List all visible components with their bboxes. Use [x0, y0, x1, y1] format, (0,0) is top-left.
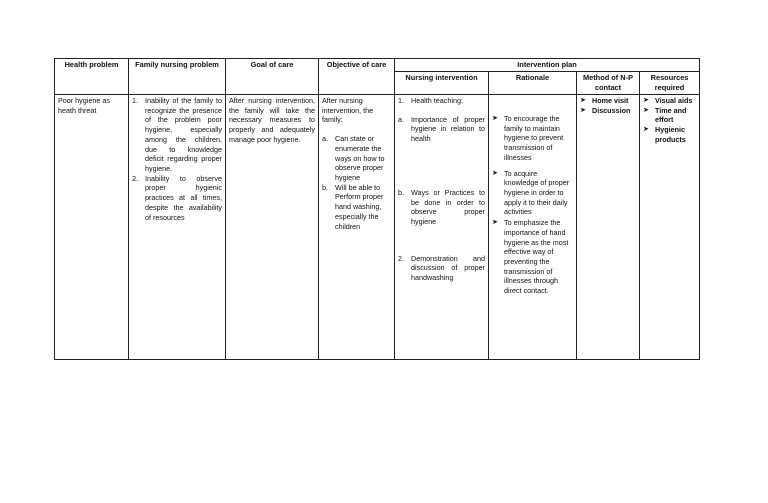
cell-goal-of-care — [226, 94, 319, 359]
header-goal-of-care: Goal of care — [226, 59, 319, 95]
family-problem-item — [132, 174, 222, 223]
arrow-bullet-icon: ➤ — [643, 106, 649, 114]
list-marker: b. — [398, 187, 404, 197]
resource-item — [643, 96, 696, 106]
objective-intro-text: After nursing intervention, the family: — [322, 95, 374, 125]
arrow-bullet-icon: ➤ — [643, 96, 649, 104]
objective-text: Will be able to Perform proper hand washing, especially the children — [335, 182, 384, 231]
arrow-bullet-icon: ➤ — [580, 96, 586, 104]
list-marker: 1. — [132, 95, 138, 105]
list-marker: b. — [322, 182, 328, 192]
method-item — [580, 96, 636, 106]
cell-family-nursing-problem — [129, 94, 226, 359]
objective-text: Can state or enumerate the ways on how to observe proper hygiene — [335, 134, 385, 182]
resource-item — [643, 106, 696, 125]
arrow-bullet-icon: ➤ — [643, 126, 649, 134]
arrow-bullet-icon: ➤ — [580, 106, 586, 114]
cell-method-of-contact — [577, 94, 640, 359]
list-marker: 1. — [398, 95, 404, 105]
header-row-1 — [55, 59, 700, 72]
objective-item — [322, 183, 391, 232]
cell-resources-required — [640, 94, 700, 359]
arrow-bullet-icon: ➤ — [492, 114, 498, 122]
intervention-item — [398, 188, 485, 227]
header-rationale: Rationale — [489, 71, 577, 94]
cell-rationale — [489, 94, 577, 359]
rationale-item — [492, 218, 573, 296]
rationale-text: To emphasize the importance of hand hygiene as the most effective way of preventing the transmission of illnesses through direct contact. — [504, 218, 569, 296]
resource-item — [643, 125, 696, 144]
list-marker: a. — [322, 134, 328, 144]
arrow-bullet-icon: ➤ — [492, 169, 498, 177]
goal-of-care-text: After nursing intervention, the family will take the necessary measures to properly and adequately manage poor hygiene. — [229, 95, 315, 144]
resource-text: Time and effort — [655, 105, 687, 125]
intervention-item — [398, 254, 485, 283]
family-problem-text: Inability of the family to recognize the presence of the problem poor hygiene, especially among the children, due to knowledge deficit regarding proper hygiene. — [145, 95, 222, 173]
rationale-item — [492, 169, 573, 218]
cell-nursing-intervention — [395, 94, 489, 359]
rationale-text: To acquire knowledge of proper hygiene in order to apply it to their daily activities — [504, 168, 570, 217]
list-marker: a. — [398, 114, 404, 124]
arrow-bullet-icon: ➤ — [492, 219, 498, 227]
header-family-nursing-problem: Family nursing problem — [129, 59, 226, 95]
header-objective-of-care: Objective of care — [319, 59, 395, 95]
header-resources-required: Resources required — [640, 71, 700, 94]
header-nursing-intervention: Nursing intervention — [395, 71, 489, 94]
header-intervention-plan: Intervention plan — [395, 59, 700, 72]
header-method-of-contact: Method of N-P contact — [577, 71, 640, 94]
header-health-problem: Health problem — [55, 59, 129, 95]
intervention-heading-text: Health teaching: — [411, 95, 463, 105]
objective-item — [322, 134, 391, 183]
care-plan-row — [55, 94, 700, 359]
family-problem-item — [132, 96, 222, 174]
intervention-text: Importance of proper hygiene in relation to health — [411, 114, 485, 144]
resource-text: Visual aids — [655, 95, 693, 105]
rationale-item — [492, 114, 573, 163]
intervention-heading — [398, 96, 485, 106]
intervention-text: Ways or Practices to be done in order to observe proper hygiene — [411, 187, 485, 226]
health-problem-text: Poor hygiene as heath threat — [58, 95, 110, 115]
rationale-text: To encourage the family to maintain hygiene to prevent transmission of illnesses — [504, 113, 564, 162]
resource-text: Hygienic products — [655, 125, 686, 144]
list-marker: 2. — [132, 173, 138, 183]
intervention-item — [398, 115, 485, 144]
nursing-care-plan-table — [54, 58, 700, 360]
method-item — [580, 106, 636, 116]
method-text: Discussion — [592, 105, 631, 115]
list-marker: 2. — [398, 253, 404, 263]
cell-objective-of-care — [319, 94, 395, 359]
cell-health-problem — [55, 94, 129, 359]
method-text: Home visit — [592, 95, 629, 105]
intervention-text: Demonstration and discussion of proper handwashing — [411, 253, 485, 283]
family-problem-text: Inability to observe proper hygienic practices at all times, despite the availability of resources — [145, 173, 222, 222]
